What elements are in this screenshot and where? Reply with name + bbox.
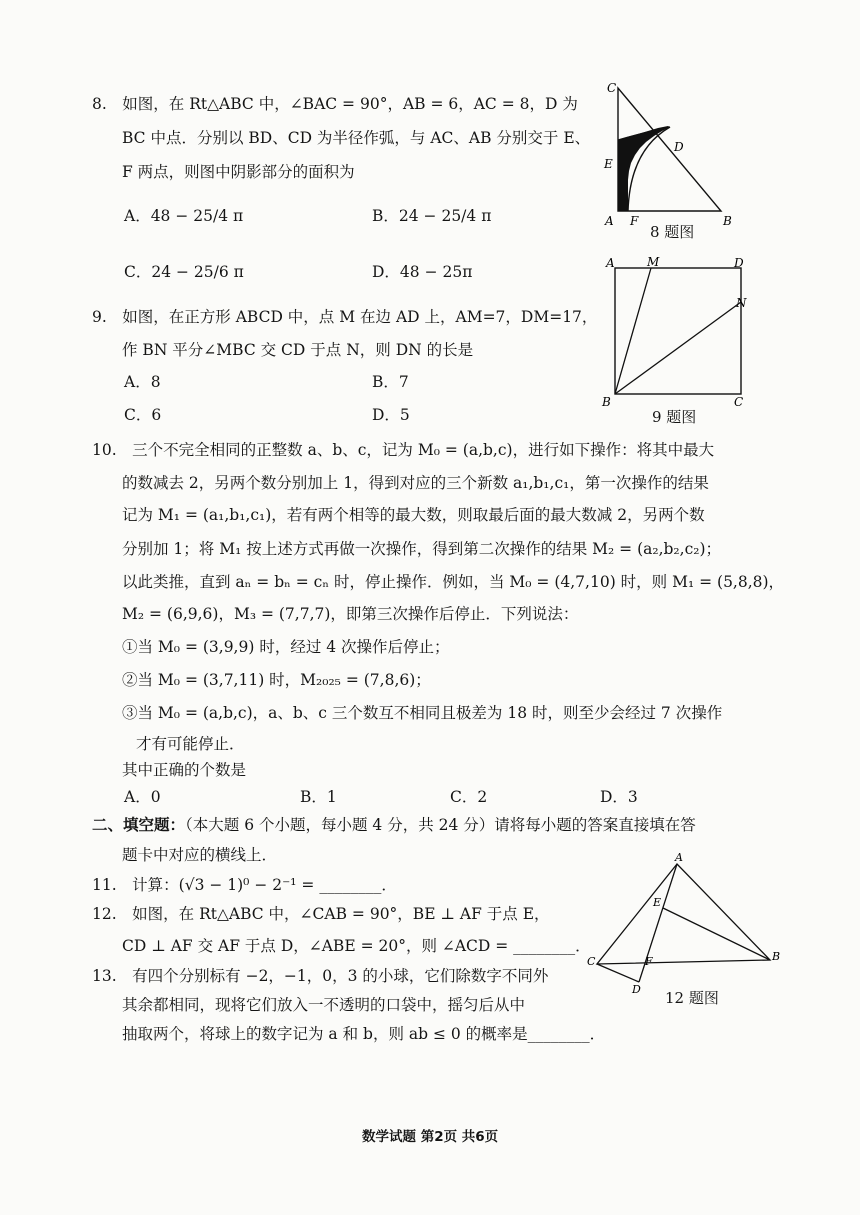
q10-statement-3: ③当 M₀ = (a,b,c)，a、b、c 三个数互不相同且极差为 18 时，则至少会经过 7 次操作	[122, 704, 723, 722]
q8-option-d: D．48 − 25π	[372, 263, 473, 281]
q8-figure-caption: 8 题图	[650, 223, 695, 241]
q10-statement-2: ②当 M₀ = (3,7,11) 时，M₂₀₂₅ = (7,8,6)；	[122, 671, 431, 689]
q12-label-d: D	[632, 983, 641, 996]
q13-line-2: 其余都相同，现将它们放入一不透明的口袋中，摇匀后从中	[122, 996, 526, 1014]
q8-line-3: F 两点，则图中阴影部分的面积为	[122, 163, 355, 181]
q10-option-c: C．2	[450, 788, 488, 806]
q10-line-4: 分别加 1；将 M₁ 按上述方式再做一次操作，得到第二次操作的结果 M₂ = (a₂,b₂,c₂)；	[122, 540, 722, 558]
q12-label-b: B	[772, 950, 781, 963]
q8-option-c: C．24 − 25/6 π	[124, 263, 244, 281]
q10-line-1: 10. 三个不完全相同的正整数 a、b、c，记为 M₀ = (a,b,c)，进行如下操作：将其中最大	[92, 441, 715, 459]
q12-segment-be	[663, 908, 770, 960]
q9-label-n: N	[736, 296, 747, 310]
q13-line-3: 抽取两个，将球上的数字记为 a 和 b，则 ab ≤ 0 的概率是________．	[122, 1025, 606, 1043]
q12-triangle	[597, 864, 770, 964]
q8-option-b: B．24 − 25/4 π	[372, 207, 492, 225]
q9-option-a: A．8	[124, 373, 161, 391]
q10-line-5: 以此类推，直到 aₙ = bₙ = cₙ 时，停止操作．例如，当 M₀ = (4,7,10) 时，则 M₁ = (5,8,8)，	[122, 573, 785, 591]
q10-option-a: A．0	[124, 788, 161, 806]
q9-square	[615, 268, 741, 394]
q10-statement-3-cont: 才有可能停止．	[136, 735, 245, 753]
q8-label-d: D	[674, 140, 684, 154]
q10-statement-1: ①当 M₀ = (3,9,9) 时，经过 4 次操作后停止；	[122, 638, 450, 656]
q10-option-d: D．3	[600, 788, 638, 806]
q9-line-2: 作 BN 平分∠MBC 交 CD 于点 N，则 DN 的长是	[122, 341, 474, 359]
q9-option-d: D．5	[372, 406, 410, 424]
q10-line-2: 的数减去 2，另两个数分别加上 1，得到对应的三个新数 a₁,b₁,c₁，第一次操作的结果	[122, 474, 709, 492]
q9-option-b: B．7	[372, 373, 409, 391]
q9-figure	[598, 254, 756, 412]
q9-segment-bm	[615, 268, 651, 394]
q13-line-1: 13. 有四个分别标有 −2，−1，0，3 的小球，它们除数字不同外	[92, 967, 549, 985]
q12-line-2: CD ⊥ AF 交 AF 于点 D，∠ABE = 20°，则 ∠ACD = ________．	[122, 937, 591, 955]
q8-line-1: 8. 如图，在 Rt△ABC 中，∠BAC = 90°，AB = 6，AC = 8，D 为	[92, 95, 578, 113]
q12-figure	[585, 848, 785, 996]
q8-label-f: F	[630, 214, 639, 228]
q8-label-c: C	[607, 81, 617, 95]
q8-figure	[590, 78, 755, 228]
q8-label-e: E	[604, 157, 613, 171]
q12-label-a: A	[675, 851, 683, 864]
section-2-instructions: （本大题 6 个小题，每小题 4 分，共 24 分）请将每小题的答案直接填在答	[185, 816, 696, 834]
section-2-heading: 二、填空题：	[92, 816, 186, 834]
q9-option-c: C．6	[124, 406, 162, 424]
q12-segment-cd	[597, 964, 639, 982]
q9-figure-caption: 9 题图	[652, 408, 697, 426]
q8-option-a: A．48 − 25/4 π	[124, 207, 244, 225]
section-2-header	[92, 818, 696, 834]
q8-shaded-region	[618, 126, 670, 211]
q8-label-a: A	[605, 214, 614, 228]
q10-line-3: 记为 M₁ = (a₁,b₁,c₁)，若有两个相等的最大数，则取最后面的最大数减 2，另两个数	[122, 506, 705, 524]
q11-text: 11. 计算：(√3 − 1)⁰ − 2⁻¹ = ________．	[92, 876, 397, 894]
q12-label-e: E	[653, 896, 662, 909]
q12-label-c: C	[587, 955, 596, 968]
q8-label-b: B	[723, 214, 732, 228]
page-footer: 数学试题 第2页 共6页	[362, 1129, 499, 1145]
q9-label-c: C	[734, 395, 744, 409]
q12-figure-caption: 12 题图	[665, 989, 719, 1007]
q10-line-6: M₂ = (6,9,6)，M₃ = (7,7,7)，即第三次操作后停止．下列说法：	[122, 605, 579, 623]
q10-question: 其中正确的个数是	[122, 761, 247, 779]
q12-line-1: 12. 如图，在 Rt△ABC 中，∠CAB = 90°，BE ⊥ AF 于点 E，	[92, 905, 550, 923]
q9-label-d: D	[734, 256, 744, 270]
q9-label-m: M	[647, 255, 660, 269]
q9-label-a: A	[606, 256, 615, 270]
q9-line-1: 9. 如图，在正方形 ABCD 中，点 M 在边 AD 上，AM=7，DM=17，	[92, 308, 598, 326]
q12-label-f: F	[645, 955, 653, 968]
q9-label-b: B	[602, 395, 611, 409]
q10-option-b: B．1	[300, 788, 337, 806]
q9-segment-bn	[615, 302, 741, 394]
section-2-instructions-cont: 题卡中对应的横线上．	[122, 846, 278, 864]
q8-line-2: BC 中点．分别以 BD、CD 为半径作弧，与 AC、AB 分别交于 E、	[122, 129, 591, 147]
